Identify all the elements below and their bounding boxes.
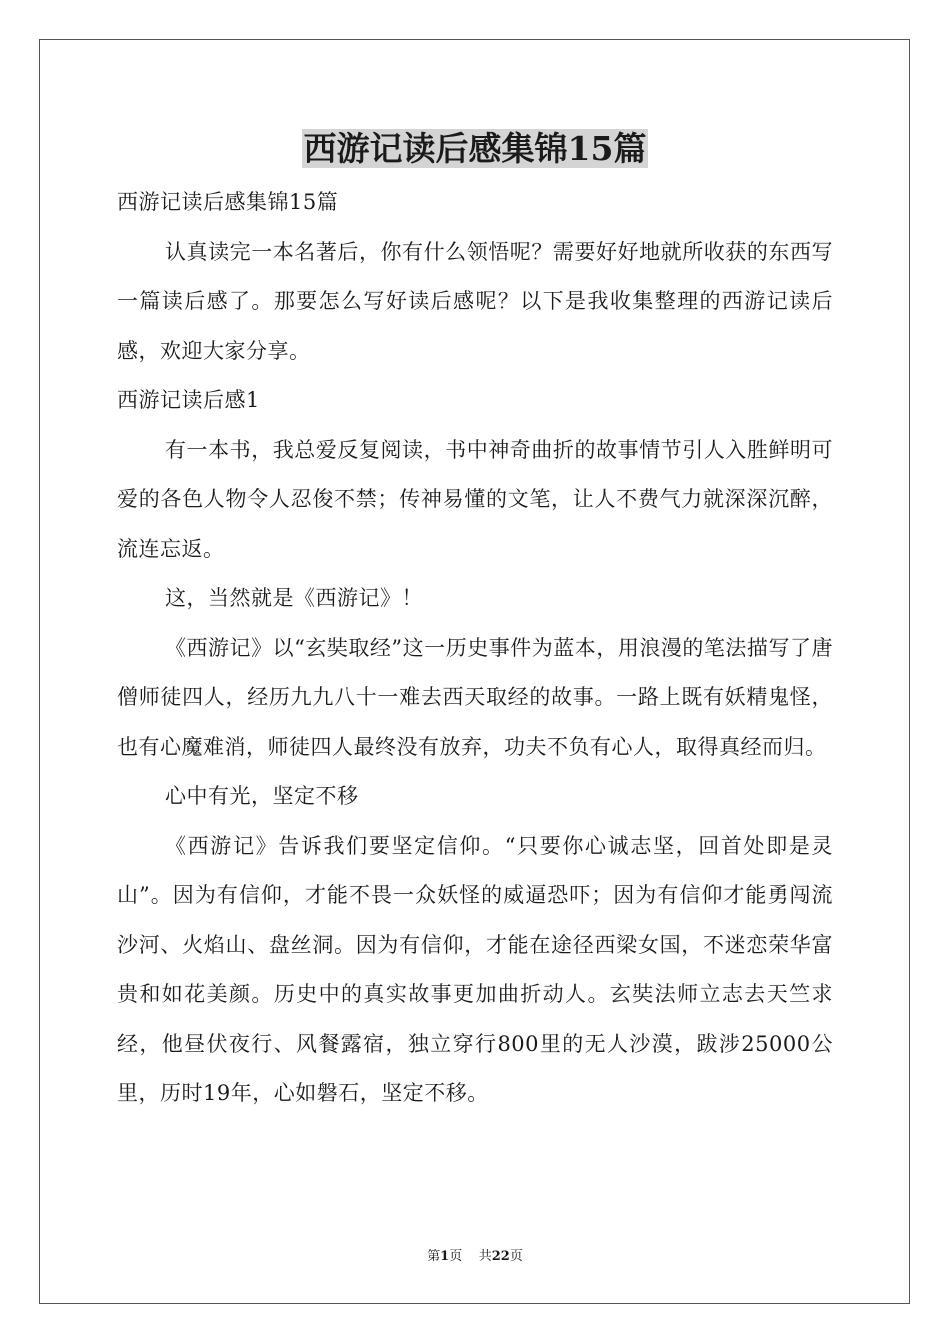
- document-title-text: 西游记读后感集锦15篇: [303, 129, 647, 168]
- footer-total-pages: 22: [491, 1249, 510, 1264]
- document-title: [0, 126, 950, 172]
- section-heading: 西游记读后感1: [117, 388, 260, 412]
- intro-paragraph: 认真读完一本名著后，你有什么领悟呢？需要好好地就所收获的东西写一篇读后感了。那要怎么写好读后感呢？以下是我收集整理的西游记读后感，欢迎大家分享。: [117, 239, 833, 363]
- body-paragraph: 这，当然就是《西游记》！: [165, 586, 423, 610]
- footer-page-number: 1: [440, 1249, 450, 1264]
- footer-prefix: 第: [427, 1249, 441, 1264]
- subheading-paragraph: 心中有光，坚定不移: [165, 784, 359, 808]
- body-paragraph: 有一本书，我总爱反复阅读，书中神奇曲折的故事情节引人入胜鲜明可爱的各色人物令人忍俊不禁；传神易懂的文笔，让人不费气力就深深沉醉，流连忘返。: [117, 437, 833, 561]
- body-paragraph: 《西游记》告诉我们要坚定信仰。“只要你心诚志坚，回首处即是灵山”。因为有信仰，才能不畏一众妖怪的威逼恐吓；因为有信仰才能勇闯流沙河、火焰山、盘丝洞。因为有信仰，才能在途径西梁女国，不迷恋荣华富贵和如花美颜。历史中的真实故事更加曲折动人。玄奘法师立志去天竺求经，他昼伏夜行、风餐露宿，独立穿行800里的无人沙漠，跋涉25000公里，历时19年，心如磐石，坚定不移。: [117, 833, 833, 1105]
- body-paragraph: 《西游记》以“玄奘取经”这一历史事件为蓝本，用浪漫的笔法描写了唐僧师徒四人，经历九九八十一难去西天取经的故事。一路上既有妖精鬼怪，也有心魔难消，师徒四人最终没有放弃，功夫不负有心人，取得真经而归。: [117, 635, 833, 759]
- footer-suffix: 页: [509, 1249, 523, 1264]
- subtitle-line: 西游记读后感集锦15篇: [117, 190, 339, 214]
- page-footer: [0, 1248, 950, 1266]
- document-body: [117, 178, 833, 1119]
- footer-middle: 页 共: [449, 1249, 492, 1264]
